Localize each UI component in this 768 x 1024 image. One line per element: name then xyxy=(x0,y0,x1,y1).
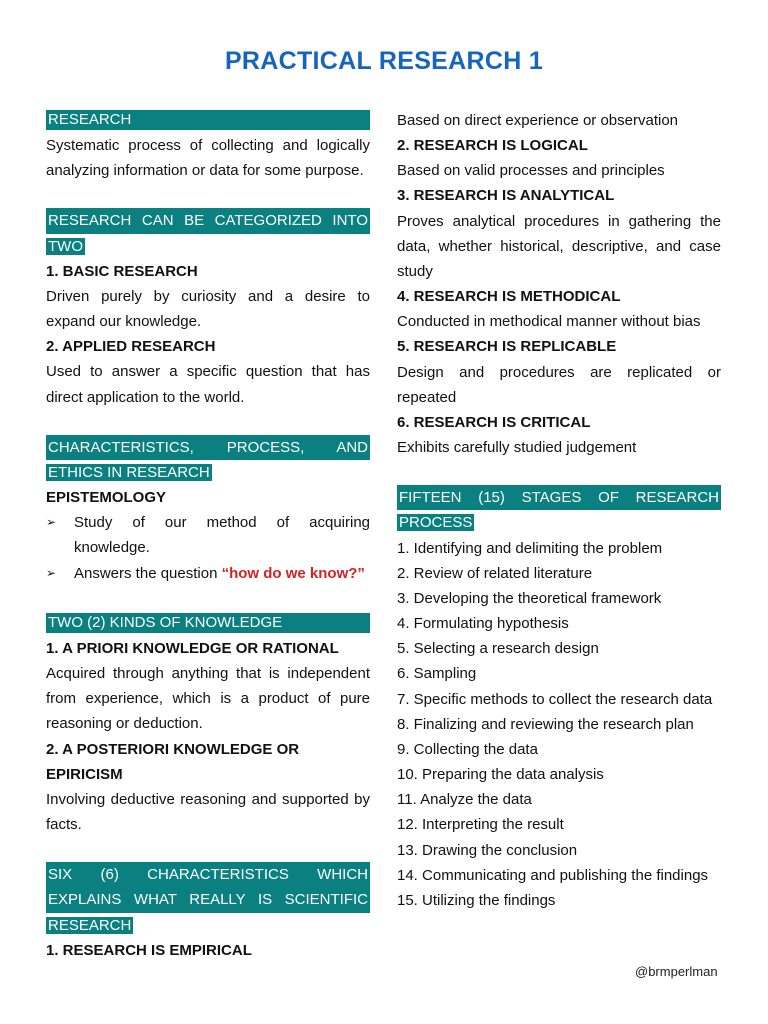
analytical-definition: Proves analytical procedures in gathering the data, whether historical, descriptive, and case study xyxy=(397,212,721,280)
title-part1: PRACTICAL xyxy=(224,47,372,75)
methodical-title: 4. RESEARCH IS METHODICAL xyxy=(397,288,621,306)
applied-research-title: 2. APPLIED RESEARCH xyxy=(46,338,216,356)
page-title xyxy=(0,47,768,76)
epistemology-title: EPISTEMOLOGY xyxy=(46,489,167,507)
list-item: 15. Utilizing the findings xyxy=(397,891,556,909)
empirical-title: 1. RESEARCH IS EMPIRICAL xyxy=(46,941,252,959)
list-item: 5. Selecting a research design xyxy=(397,640,599,658)
title-part2: RESEARCH xyxy=(378,47,522,75)
logical-title: 2. RESEARCH IS LOGICAL xyxy=(397,137,588,155)
six-characteristics-heading-line3: RESEARCH xyxy=(48,916,132,934)
arrow-bullet-icon: ➢ xyxy=(46,515,57,530)
a-priori-definition: Acquired through anything that is independent from experience, which is a product of pure reasoning or deduction. xyxy=(46,665,370,733)
list-item: 1. Identifying and delimiting the problem xyxy=(397,539,663,557)
critical-definition: Exhibits carefully studied judgement xyxy=(397,439,637,457)
critical-title: 6. RESEARCH IS CRITICAL xyxy=(397,413,591,431)
arrow-bullet-icon: ➢ xyxy=(46,565,57,580)
empirical-definition: Based on direct experience or observation xyxy=(397,112,679,129)
right-column xyxy=(397,108,721,913)
kinds-of-knowledge-heading: TWO (2) KINDS OF KNOWLEDGE xyxy=(46,613,370,633)
list-item: ➢ Study of our method of acquiring knowledge. xyxy=(46,510,370,560)
list-item: 14. Communicating and publishing the findings xyxy=(397,866,709,884)
list-item: 9. Collecting the data xyxy=(397,740,538,758)
list-item: 3. Developing the theoretical framework xyxy=(397,589,662,607)
analytical-title: 3. RESEARCH IS ANALYTICAL xyxy=(397,187,615,205)
list-item: 10. Preparing the data analysis xyxy=(397,766,604,784)
applied-research-definition: Used to answer a specific question that has direct application to the world. xyxy=(46,363,370,406)
categorized-heading-line2: TWO xyxy=(48,237,83,255)
list-item: 13. Drawing the conclusion xyxy=(397,841,578,859)
a-posteriori-title-line1: 2. A POSTERIORI KNOWLEDGE OR xyxy=(46,740,300,758)
characteristics-heading-line2: ETHICS IN RESEARCH xyxy=(48,464,210,481)
logical-definition: Based on valid processes and principles xyxy=(397,162,665,180)
research-heading: RESEARCH xyxy=(46,110,370,130)
a-posteriori-definition: Involving deductive reasoning and supported by facts. xyxy=(46,790,370,834)
a-priori-title: 1. A PRIORI KNOWLEDGE OR RATIONAL xyxy=(46,639,339,657)
basic-research-title: 1. BASIC RESEARCH xyxy=(46,262,198,280)
research-definition: Systematic process of collecting and logically analyzing information or data for some purpose. xyxy=(46,137,370,180)
epistemology-bullets xyxy=(46,510,370,585)
title-part3: 1 xyxy=(528,47,544,75)
author-handle: @brmperlman xyxy=(635,964,718,979)
list-item: 8. Finalizing and reviewing the research plan xyxy=(397,715,694,733)
characteristics-heading xyxy=(46,435,370,460)
stages-list xyxy=(397,536,721,913)
left-column xyxy=(46,108,370,963)
list-item: 7. Specific methods to collect the research data xyxy=(397,690,713,708)
list-item: 11. Analyze the data xyxy=(397,791,532,809)
list-item: 4. Formulating hypothesis xyxy=(397,615,569,633)
replicable-title: 5. RESEARCH IS REPLICABLE xyxy=(397,338,617,356)
categorized-heading-line1: RESEARCH CAN BE CATEGORIZED INTO xyxy=(48,212,368,230)
stages-heading-line2: PROCESS xyxy=(399,514,473,532)
list-item: 2. Review of related literature xyxy=(397,564,593,582)
basic-research-definition: Driven purely by curiosity and a desire to expand our knowledge. xyxy=(46,287,370,331)
six-characteristics-heading-line1: SIX (6) CHARACTERISTICS WHICH xyxy=(46,862,370,887)
replicable-definition: Design and procedures are replicated or repeated xyxy=(397,363,721,406)
categorized-heading xyxy=(46,208,370,233)
list-item: 6. Sampling xyxy=(397,665,477,683)
methodical-definition: Conducted in methodical manner without bias xyxy=(397,313,701,331)
characteristics-heading-line1: CHARACTERISTICS, PROCESS, AND xyxy=(48,438,368,456)
list-item: 12. Interpreting the result xyxy=(397,816,564,834)
stages-heading-line1: FIFTEEN (15) STAGES OF RESEARCH xyxy=(397,485,721,510)
a-posteriori-title-line2: EPIRICISM xyxy=(46,765,123,783)
six-characteristics-heading-line2: EXPLAINS WHAT REALLY IS SCIENTIFIC xyxy=(46,887,370,912)
emphasis-question: “how do we know?” xyxy=(221,564,365,582)
list-item: ➢ Answers the question “how do we know?” xyxy=(46,561,370,586)
